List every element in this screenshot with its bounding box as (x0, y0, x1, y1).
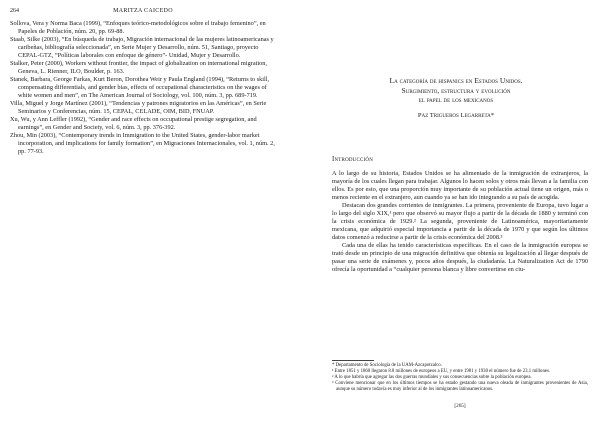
footnotes (332, 363, 588, 393)
article-body (332, 170, 588, 274)
right-page (300, 0, 600, 431)
footnote: ² A lo que habría que agregar las dos guerras mundiales y sus consecuencias sobre la población europea. (332, 375, 532, 380)
section-heading: Introducción (332, 156, 374, 163)
footnote: ¹ Entre 1851 y 1860 llegaron 8.8 millones de europeos a EU, y entre 1981 y 1930 el número fue de 23.1 millones. (332, 369, 551, 374)
title-line: Surgimiento, estructura y evolución (401, 85, 511, 95)
body-paragraph: A lo largo de su historia, Estados Unidos se ha alimentado de la inmigración de extranjeros, la mayoría de los cuales llegan para trabajar. Algunos lo hacen solos y otros más llevan a la familia con ellos. Es por esto, que una proporción muy importante de su población actual tiene un origen, más o menos reciente en el extranjero, aun cuando ya se han ido integrando a su país de acogida. (332, 170, 588, 201)
reference-list (10, 20, 276, 156)
title-line: el papel de los mexicanos (418, 95, 494, 104)
reference-entry: Staab, Silke (2003), “En búsqueda de trabajo, Migración internacional de las mujeres latinoamericanas y caribeñas, bibliografía seleccionada”, en Serie Mujer y Desarrollo, núm. 51, Santiago, proyecto CEPAL-GTZ, “Políticas laborales con enfoque de género”- Unidad, Mujer y Desarrollo. (10, 36, 274, 59)
article-author: Paz Trigueros Legarreta* (417, 112, 495, 119)
page-number: 264 (10, 8, 19, 14)
reference-entry: Xu, Wu, y Ann Leffler (1992), “Gender and race effects on occupational prestige segregation, and earnings”, en Gender and Society, vol. 6, núm. 3, pp. 376-392. (10, 116, 257, 131)
title-line: La categoría de hispanics en Estados Unidos. (389, 76, 523, 85)
footnote: * Departamento de Sociología de la UAM-Azcapotzalco. (332, 363, 442, 368)
running-head: MARITZA CAICEDO (113, 8, 173, 14)
reference-entry: Stanek, Barbara, George Farkas, Kurt Beron, Dorothea Weir y Paula England (1994), “Returns to skill, compensating differentials, and gender bias, effects of occupational characteristics on the wages of white women and men”, en The American Journal of Sociology, vol. 100, núm. 3, pp. 689-719. (10, 76, 270, 99)
page-folio: [265] (454, 403, 466, 409)
footnote-divider (332, 360, 374, 361)
body-paragraph: Destacan dos grandes corrientes de inmigrantes. La primera, proveniente de Europa, tuvo lugar a lo largo del siglo XIX,¹ pero que observó su mayor flujo a partir de la década de 1880 y terminó con la crisis económica de 1929.² La segunda, proveniente de Latinoamérica, mayoritariamente mexicana, que adquirió especial importancia a partir de la década de 1970 y que según los últimos datos comenzó a reducirse a partir de la crisis económica del 2008.³ (332, 202, 588, 241)
body-paragraph: Cada una de ellas ha tenido características específicas. En el caso de la inmigración europea se trató desde un principio de una migración definitiva que obtenía su legalización al llegar después de pasar una serie de exámenes y, pocos años después, la ciudadanía. La Naturalization Act de 1790 ofrecía la oportunidad a “cualquier persona blanca y libre convertirse en ciu- (332, 242, 588, 273)
footnote: ³ Conviene mencionar que en los últimos tiempos se ha estado gestando una nueva oleada de inmigrantes provenientes de Asia, aunque su número todavía es muy inferior al de los inmigrantes latinoamericanos. (332, 381, 588, 392)
reference-entry: Sollova, Vera y Norma Baca (1999), “Enfoques teórico-metodológicos sobre el trabajo femenino”, en Papeles de Población, núm. 20, pp. 69-88. (10, 20, 266, 35)
reference-entry: Stalker, Peter (2000), Workers without frontier, the impact of globalization on international migration, Geneva, L. Rienner, ILO, Boulder, p. 163. (10, 60, 267, 75)
reference-entry: Zhou, Min (2003), “Contemporary trends in Immigration to the United States, gender-labor market incorporation, and implications for family formation”, en Migraciones Internacionales, vol. 1, núm. 2, pp. 77-93. (10, 132, 275, 155)
reference-entry: Villa, Miguel y Jorge Martínez (2001), “Tendencias y patrones migratorios en las Américas”, en Serie Seminarios y Conferencias, núm. 15, CEPAL, CELADE, OIM, BID, FNUAP. (10, 100, 267, 115)
article-title (346, 76, 566, 105)
